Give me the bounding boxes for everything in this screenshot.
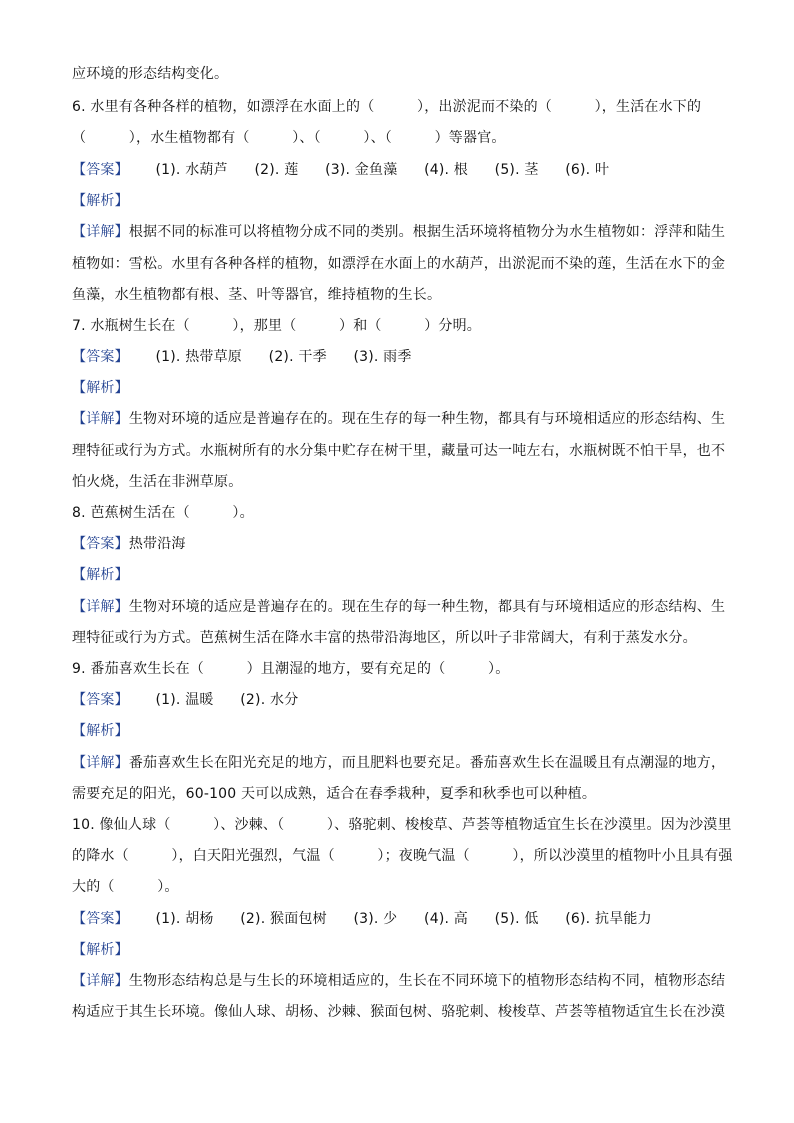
detail-line xyxy=(72,409,726,429)
answer-line-q8 xyxy=(72,534,722,554)
answer-item: (1). 温暖 xyxy=(155,692,214,708)
answer-item: (5). 低 xyxy=(494,911,539,927)
detail-text: 番茄喜欢生长在阳光充足的地方，而且肥料也要充足。番茄喜欢生长在温暖且有点潮湿的地方， xyxy=(128,755,726,771)
question-7: 7. 水瓶树生长在（ ），那里（ ）和（ ）分明。 xyxy=(72,318,482,334)
question-9: 9. 番茄喜欢生长在（ ）且潮湿的地方，要有充足的（ ）。 xyxy=(72,661,510,677)
answer-item: (2). 水分 xyxy=(240,692,299,708)
answer-item: (4). 根 xyxy=(424,162,468,178)
answer-label: 【答案】 xyxy=(72,536,129,552)
text-line: 植物如：雪松。水里有各种各样的植物，如漂浮在水面上的水葫芦，出淤泥而不染的莲，生活在水下的金 xyxy=(72,256,726,272)
detail-label: 【详解】 xyxy=(72,973,129,989)
question-10: 10. 像仙人球（ ）、沙棘、（ ）、骆驼刺、梭梭草、芦荟等植物适宜生长在沙漠里。因为沙漠里 xyxy=(72,817,732,833)
analysis-tag: 【解析】 xyxy=(72,380,129,396)
question-6: 6. 水里有各种各样的植物，如漂浮在水面上的（ ），出淤泥而不染的（ ），生活在水下的 xyxy=(72,99,702,115)
answer-label: 【答案】 xyxy=(72,692,129,708)
answer-item: (5). 茎 xyxy=(494,162,539,178)
answer-item: (1). 水葫芦 xyxy=(155,162,228,178)
answer-item: 热带沿海 xyxy=(128,536,186,552)
text-line: 应环境的形态结构变化。 xyxy=(72,66,229,82)
text-line: 需要充足的阳光，60-100 天可以成熟，适合在春季栽种，夏季和秋季也可以种植。 xyxy=(72,786,597,802)
analysis-label xyxy=(72,378,722,398)
question-8: 8. 芭蕉树生活在（ ）。 xyxy=(72,505,254,521)
text-line: 理特征或行为方式。芭蕉树生活在降水丰富的热带沿海地区，所以叶子非常阔大，有利于蒸发水分。 xyxy=(72,630,697,646)
answer-item: (2). 莲 xyxy=(254,162,299,178)
answer-item: (3). 雨季 xyxy=(353,349,412,365)
answer-item: (3). 少 xyxy=(353,911,398,927)
answer-item: (1). 胡杨 xyxy=(155,911,214,927)
analysis-label xyxy=(72,721,722,741)
answer-item: (3). 金鱼藻 xyxy=(325,162,398,178)
analysis-tag: 【解析】 xyxy=(72,723,129,739)
detail-line xyxy=(72,753,726,773)
answer-label: 【答案】 xyxy=(72,911,129,927)
answer-label: 【答案】 xyxy=(72,349,129,365)
analysis-tag: 【解析】 xyxy=(72,193,129,209)
analysis-tag: 【解析】 xyxy=(72,942,129,958)
analysis-label xyxy=(72,565,722,585)
text-line: 鱼藻，水生植物都有根、茎、叶等器官，维持植物的生长。 xyxy=(72,287,442,303)
detail-label: 【详解】 xyxy=(72,599,129,615)
answer-item: (6). 抗旱能力 xyxy=(565,911,652,927)
answer-line-q7 xyxy=(72,347,722,367)
answer-item: (4). 高 xyxy=(424,911,468,927)
text-line: 的降水（ ），白天阳光强烈，气温（ ）；夜晚气温（ ），所以沙漠里的植物叶小且具有强 xyxy=(72,848,733,864)
detail-line xyxy=(72,597,726,617)
answer-line-q10 xyxy=(72,909,722,929)
detail-label: 【详解】 xyxy=(72,224,129,240)
detail-label: 【详解】 xyxy=(72,411,129,427)
answer-label: 【答案】 xyxy=(72,162,129,178)
detail-text: 生物对环境的适应是普遍存在的。现在生存的每一种生物，都具有与环境相适应的形态结构、生 xyxy=(128,411,726,427)
detail-text: 生物对环境的适应是普遍存在的。现在生存的每一种生物，都具有与环境相适应的形态结构、生 xyxy=(128,599,726,615)
detail-text: 根据不同的标准可以将植物分成不同的类别。根据生活环境将植物分为水生植物如：浮萍和陆生 xyxy=(128,224,726,240)
detail-line xyxy=(72,971,726,991)
answer-line-q6 xyxy=(72,160,722,180)
analysis-tag: 【解析】 xyxy=(72,567,129,583)
answer-item: (1). 热带草原 xyxy=(155,349,242,365)
text-line: 构适应于其生长环境。像仙人球、胡杨、沙棘、猴面包树、骆驼刺、梭梭草、芦荟等植物适宜生长在沙漠 xyxy=(72,1004,726,1020)
text-line: （ ），水生植物都有（ ）、（ ）、（ ）等器官。 xyxy=(72,130,506,146)
text-line: 理特征或行为方式。水瓶树所有的水分集中贮存在树干里，藏量可达一吨左右，水瓶树既不怕干旱，也不 xyxy=(72,443,726,459)
detail-text: 生物形态结构总是与生长的环境相适应的，生长在不同环境下的植物形态结构不同，植物形态结 xyxy=(128,973,726,989)
answer-line-q9 xyxy=(72,690,722,710)
answer-item: (2). 猴面包树 xyxy=(240,911,327,927)
answer-item: (6). 叶 xyxy=(565,162,610,178)
answer-item: (2). 干季 xyxy=(268,349,327,365)
analysis-label xyxy=(72,940,722,960)
text-line: 大的（ ）。 xyxy=(72,879,179,895)
text-line: 怕火烧，生活在非洲草原。 xyxy=(72,474,243,490)
detail-line xyxy=(72,222,726,242)
detail-label: 【详解】 xyxy=(72,755,129,771)
analysis-label xyxy=(72,191,722,211)
